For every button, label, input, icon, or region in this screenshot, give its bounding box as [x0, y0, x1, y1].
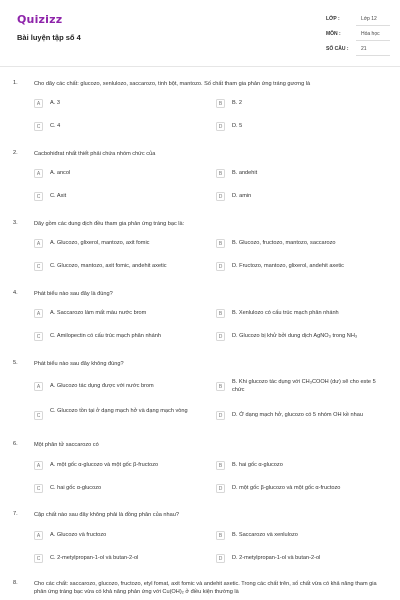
- option-letter: B: [216, 239, 225, 248]
- question-text: Phát biểu nào sau đây là đúng?: [34, 291, 113, 297]
- question-number: 7.: [13, 511, 18, 517]
- option-letter: B: [216, 461, 225, 470]
- question-number: 3.: [13, 220, 18, 226]
- option-text: A. ancol: [50, 170, 71, 176]
- option-text: D. một gốc β-glucozo và một gốc α-fructozo: [232, 485, 341, 491]
- meta-value: Hóa học: [361, 31, 380, 37]
- meta-label: SỐ CÂU :: [326, 46, 349, 52]
- option-letter: A: [34, 169, 43, 178]
- option-text: C. 2-metylpropan-1-ol và butan-2-ol: [50, 555, 139, 561]
- question-text: Cho các chất: saccarozo, glucozo, fructozo, etyl fomat, axit fomic và andehit axetic. Trong các chất trên, số chất vừa có khả năng tham gia phản ứng tráng bạc vừa có khả năng phản ứng với Cu(OH)₂ ở điều kiện thường là: [34, 581, 377, 595]
- option-text: D. 5: [232, 123, 243, 129]
- option-text: B. Xenlulozo có cấu trúc mạch phân nhánh: [232, 310, 339, 316]
- quizizz-logo: Quizizz: [17, 13, 63, 26]
- meta-label: MÔN :: [326, 31, 341, 37]
- option-text: C. hai gốc α-glucozo: [50, 485, 102, 491]
- option-letter: C: [34, 122, 43, 131]
- option-letter: B: [216, 309, 225, 318]
- worksheet-header: [0, 0, 400, 64]
- option-letter: D: [216, 122, 225, 131]
- question-number: 1.: [13, 80, 18, 86]
- option-letter: B: [216, 382, 225, 391]
- option-text: A. Glucozo tác dụng được với nước brom: [50, 383, 154, 389]
- option-letter: D: [216, 411, 225, 420]
- question-text: Cặp chất nào sau đây không phải là đồng phân của nhau?: [34, 512, 179, 518]
- option-letter: A: [34, 461, 43, 470]
- option-letter: D: [216, 192, 225, 201]
- option-text: C. Amilopectin có cấu trúc mạch phân nhánh: [50, 333, 162, 339]
- question-number: 6.: [13, 441, 18, 447]
- option-letter: B: [216, 99, 225, 108]
- option-text: D. Ở dạng mạch hở, glucozo có 5 nhóm OH kề nhau: [232, 412, 363, 418]
- option-letter: C: [34, 262, 43, 271]
- meta-value: Lớp 12: [361, 16, 377, 22]
- option-text: B. Saccarozo và xenlulozo: [232, 532, 298, 538]
- option-letter: B: [216, 169, 225, 178]
- option-text: C. Axit: [50, 193, 67, 199]
- question-text: Cho dãy các chất: glucozo, xenlulozo, saccarozo, tinh bột, mantozo. Số chất tham gia phản ứng tráng gương là: [34, 81, 311, 87]
- option-text: C. 4: [50, 123, 61, 129]
- option-text: A. Glucozo, glixerol, mantozo, axit fomic: [50, 240, 150, 246]
- option-text: D. 2-metylpropan-1-ol và butan-2-ol: [232, 555, 321, 561]
- question-text: Dãy gồm các dung dịch đều tham gia phản ứng tráng bạc là:: [34, 221, 185, 227]
- option-text: C. Glucozo, mantozo, axit fomic, andehit axetic: [50, 263, 167, 269]
- option-letter: D: [216, 332, 225, 341]
- header-divider: [0, 66, 400, 67]
- question-number: 8.: [13, 580, 18, 586]
- option-letter: A: [34, 309, 43, 318]
- meta-underline: [356, 25, 390, 26]
- option-letter: D: [216, 554, 225, 563]
- option-letter: A: [34, 531, 43, 540]
- option-text: A. Saccarozo làm mất màu nước brom: [50, 310, 147, 316]
- option-letter: C: [34, 554, 43, 563]
- worksheet-title: Bài luyện tập số 4: [17, 33, 81, 42]
- question-text: Một phân tử saccarozo có: [34, 442, 99, 448]
- option-text: D. Glucozo bị khử bởi dung dịch AgNO₃ trong NH₃: [232, 333, 358, 339]
- option-text: C. Glucozo tồn tại ở dạng mạch hở và dạng mạch vòng: [50, 408, 188, 414]
- option-letter: A: [34, 239, 43, 248]
- option-text: A. 3: [50, 100, 60, 106]
- option-letter: C: [34, 484, 43, 493]
- option-text: A. Glucozo và fructozo: [50, 532, 107, 538]
- question-text: Cacbohiđrat nhất thiết phải chứa nhóm chức của: [34, 151, 156, 157]
- option-letter: A: [34, 99, 43, 108]
- option-letter: C: [34, 411, 43, 420]
- question-number: 2.: [13, 150, 18, 156]
- question-number: 4.: [13, 290, 18, 296]
- option-text: D. amin: [232, 193, 252, 199]
- option-letter: D: [216, 484, 225, 493]
- option-text: B. 2: [232, 100, 242, 106]
- option-text: B. hai gốc α-glucozo: [232, 462, 283, 468]
- meta-underline: [356, 55, 390, 56]
- question-number: 5.: [13, 360, 18, 366]
- option-text: B. Khi glucozo tác dụng với CH₃COOH (dư) sẽ cho este 5 chức: [232, 379, 376, 393]
- option-letter: B: [216, 531, 225, 540]
- option-text: B. andehit: [232, 170, 258, 176]
- question-text: Phát biểu nào sau đây không đúng?: [34, 361, 124, 367]
- option-text: D. Fructozo, mantozo, glixerol, andehit axetic: [232, 263, 344, 269]
- option-letter: D: [216, 262, 225, 271]
- option-letter: C: [34, 332, 43, 341]
- meta-underline: [356, 40, 390, 41]
- option-letter: A: [34, 382, 43, 391]
- meta-label: LỚP :: [326, 16, 340, 22]
- option-letter: C: [34, 192, 43, 201]
- option-text: B. Glucozo, fructozo, mantozo, saccarozo: [232, 240, 336, 246]
- option-text: A. một gốc α-glucozo và một gốc β-fructozo: [50, 462, 159, 468]
- meta-value: 21: [361, 46, 367, 52]
